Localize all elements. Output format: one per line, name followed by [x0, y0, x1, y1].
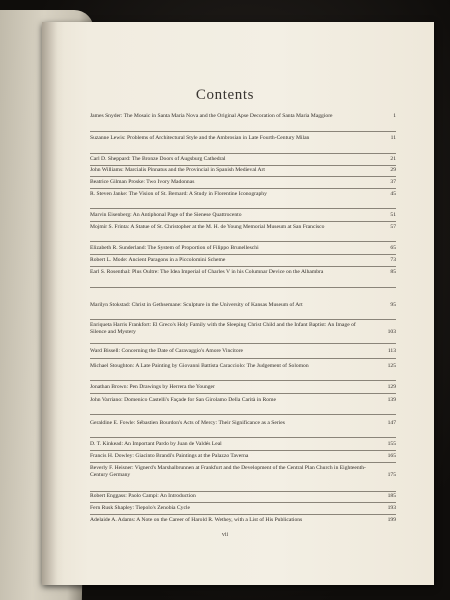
- divider: [90, 254, 396, 255]
- toc-entry-fowle: [90, 420, 396, 427]
- toc-entry-page: 37: [390, 179, 396, 185]
- toc-entry-page: 147: [387, 420, 396, 426]
- divider: [90, 358, 396, 359]
- toc-entry-text: Suzanne Lewis: Problems of Architectural Style and the Ambrosian in Late Fourth-Century Milan: [90, 135, 310, 141]
- divider: [90, 450, 396, 451]
- toc-entry-rosenthal: [90, 269, 396, 276]
- page-gutter-shadow: [42, 22, 64, 585]
- divider: [90, 208, 396, 209]
- divider: [90, 491, 396, 492]
- toc-entry-page: 103: [387, 329, 396, 336]
- toc-entry-page: 29: [390, 167, 396, 173]
- toc-entry-frinta: [90, 224, 396, 231]
- toc-entry-lewis: [90, 135, 396, 142]
- toc-entry-page: 129: [387, 384, 396, 390]
- divider: [90, 165, 396, 166]
- toc-entry-kinkead: [90, 441, 396, 448]
- toc-entry-sheppard: [90, 156, 396, 163]
- toc-entry-page: 51: [390, 212, 396, 218]
- divider: [90, 241, 396, 242]
- toc-entry-text: Robert Enggass: Paolo Campi: An Introduction: [90, 493, 196, 499]
- toc-entry-text: Geraldine E. Fowle: Sébastien Bourdon's Acts of Mercy: Their Significance as a Series: [90, 420, 285, 426]
- divider: [90, 414, 396, 415]
- toc-entry-text: Mojmír S. Frinta: A Statue of St. Christopher at the M. H. de Young Memorial Museum at San Francisco: [90, 224, 325, 230]
- page-title: Contents: [195, 87, 255, 103]
- toc-entry-page: 185: [387, 493, 396, 499]
- toc-entry-text: Francis H. Dowley: Giacinto Brandi's Paintings at the Palazzo Taverna: [90, 453, 249, 459]
- divider: [90, 514, 396, 515]
- toc-entry-williams: [90, 167, 396, 174]
- toc-entry-bissell: [90, 348, 396, 355]
- divider: [90, 462, 396, 463]
- toc-entry-varriano: [90, 397, 396, 404]
- toc-entry-janke: [90, 191, 396, 198]
- toc-entry-adams: [90, 517, 396, 524]
- toc-entry-eisenberg: [90, 212, 396, 219]
- toc-entry-text: Carl D. Sheppard: The Bronze Doors of Augsburg Cathedral: [90, 156, 226, 162]
- toc-entry-sunderland: [90, 245, 396, 252]
- table-of-contents: [90, 0, 396, 600]
- divider: [90, 176, 396, 177]
- toc-entry-proske: [90, 179, 396, 186]
- toc-entry-page: 193: [387, 505, 396, 511]
- divider: [90, 287, 396, 288]
- toc-entry-page: 165: [387, 453, 396, 459]
- toc-entry-page: 65: [390, 245, 396, 251]
- toc-entry-stokstad: [90, 302, 396, 309]
- divider: [90, 153, 396, 154]
- toc-entry-page: 73: [390, 257, 396, 263]
- divider: [90, 502, 396, 503]
- divider: [90, 188, 396, 189]
- toc-entry-page: 11: [390, 135, 396, 141]
- toc-entry-shapley: [90, 505, 396, 512]
- toc-entry-brown: [90, 384, 396, 391]
- toc-entry-text: Robert L. Mode: Ancient Paragons in a Piccolomini Scheme: [90, 257, 226, 263]
- toc-entry-text: Beatrice Gilman Proske: Two Ivory Madonnas: [90, 179, 195, 185]
- divider: [90, 380, 396, 381]
- divider: [90, 343, 396, 344]
- toc-entry-dowley: [90, 453, 396, 460]
- toc-entry-page: 175: [387, 472, 396, 479]
- toc-entry-text: Michael Stoughton: A Late Painting by Giovanni Battista Caracciolo: The Judgement of Solomon: [90, 363, 309, 369]
- toc-entry-text: Elizabeth R. Sunderland: The System of Proportion of Filippo Brunelleschi: [90, 245, 259, 251]
- toc-entry-enggass: [90, 493, 396, 500]
- toc-entry-heisner: [90, 465, 396, 480]
- toc-entry-harris-frankfort: [90, 322, 396, 337]
- divider: [90, 393, 396, 394]
- toc-entry-page: 1: [393, 113, 396, 119]
- toc-entry-text: Beverly F. Heisner: Vignerd's Marshalbrunnen at Frankfurt and the Development of the Central Plan Church in Eighteenth-Century Germany: [90, 465, 366, 479]
- toc-entry-mode: [90, 257, 396, 264]
- toc-entry-text: Earl S. Rosenthal: Plus Oultre: The Idea Imperial of Charles V in his Columnar Device on the Alhambra: [90, 269, 324, 275]
- toc-entry-stoughton: [90, 363, 396, 370]
- divider: [90, 131, 396, 132]
- toc-entry-text: Fern Rusk Shapley: Tiepolo's Zenobia Cycle: [90, 505, 190, 511]
- toc-entry-page: 125: [387, 363, 396, 369]
- toc-entry-page: 85: [390, 269, 396, 275]
- toc-entry-text: Marvin Eisenberg: An Antiphonal Page of the Sienese Quattrocento: [90, 212, 242, 218]
- divider: [90, 319, 396, 320]
- toc-entry-page: 113: [387, 348, 396, 354]
- toc-entry-text: Jonathan Brown: Pen Drawings by Herrera the Younger: [90, 384, 215, 390]
- toc-entry-page: 57: [390, 224, 396, 230]
- toc-entry-page: 139: [387, 397, 396, 403]
- toc-entry-snyder: [90, 113, 396, 120]
- toc-entry-page: 155: [387, 441, 396, 447]
- toc-entry-text: D. T. Kinkead: An Important Pardo by Juan de Valdés Leal: [90, 441, 222, 447]
- toc-entry-page: 45: [390, 191, 396, 197]
- divider: [90, 437, 396, 438]
- toc-entry-page: 199: [387, 517, 396, 523]
- toc-entry-text: James Snyder: The Mosaic in Santa Maria Nova and the Original Apse Decoration of Santa Maria Maggiore: [90, 113, 333, 119]
- toc-entry-text: Marilyn Stokstad: Christ in Gethsemane: Sculpture in the University of Kansas Museum of Art: [90, 302, 303, 308]
- toc-entry-text: R. Steven Janke: The Vision of St. Bernard: A Study in Florentine Iconography: [90, 191, 267, 197]
- toc-entry-page: 21: [390, 156, 396, 162]
- toc-entry-text: Ward Bissell: Concerning the Date of Caravaggio's Amore Vincitore: [90, 348, 243, 354]
- page-number: vii: [221, 532, 229, 538]
- toc-entry-text: Enriqueta Harris Frankfort: El Greco's Holy Family with the Sleeping Christ Child and the Infant Baptist: An Image of Silence and Mystery: [90, 322, 356, 336]
- divider: [90, 266, 396, 267]
- toc-entry-text: Adelaide A. Adams: A Note on the Career of Harold R. Wethey, with a List of His Publications: [90, 517, 303, 523]
- toc-entry-text: John Williams: Marcialis Pinnatus and the Provincial in Spanish Medieval Art: [90, 167, 265, 173]
- toc-entry-text: John Varriano: Domenico Castelli's Façade for San Girolamo Della Carità in Rome: [90, 397, 276, 403]
- divider: [90, 221, 396, 222]
- toc-entry-page: 95: [390, 302, 396, 308]
